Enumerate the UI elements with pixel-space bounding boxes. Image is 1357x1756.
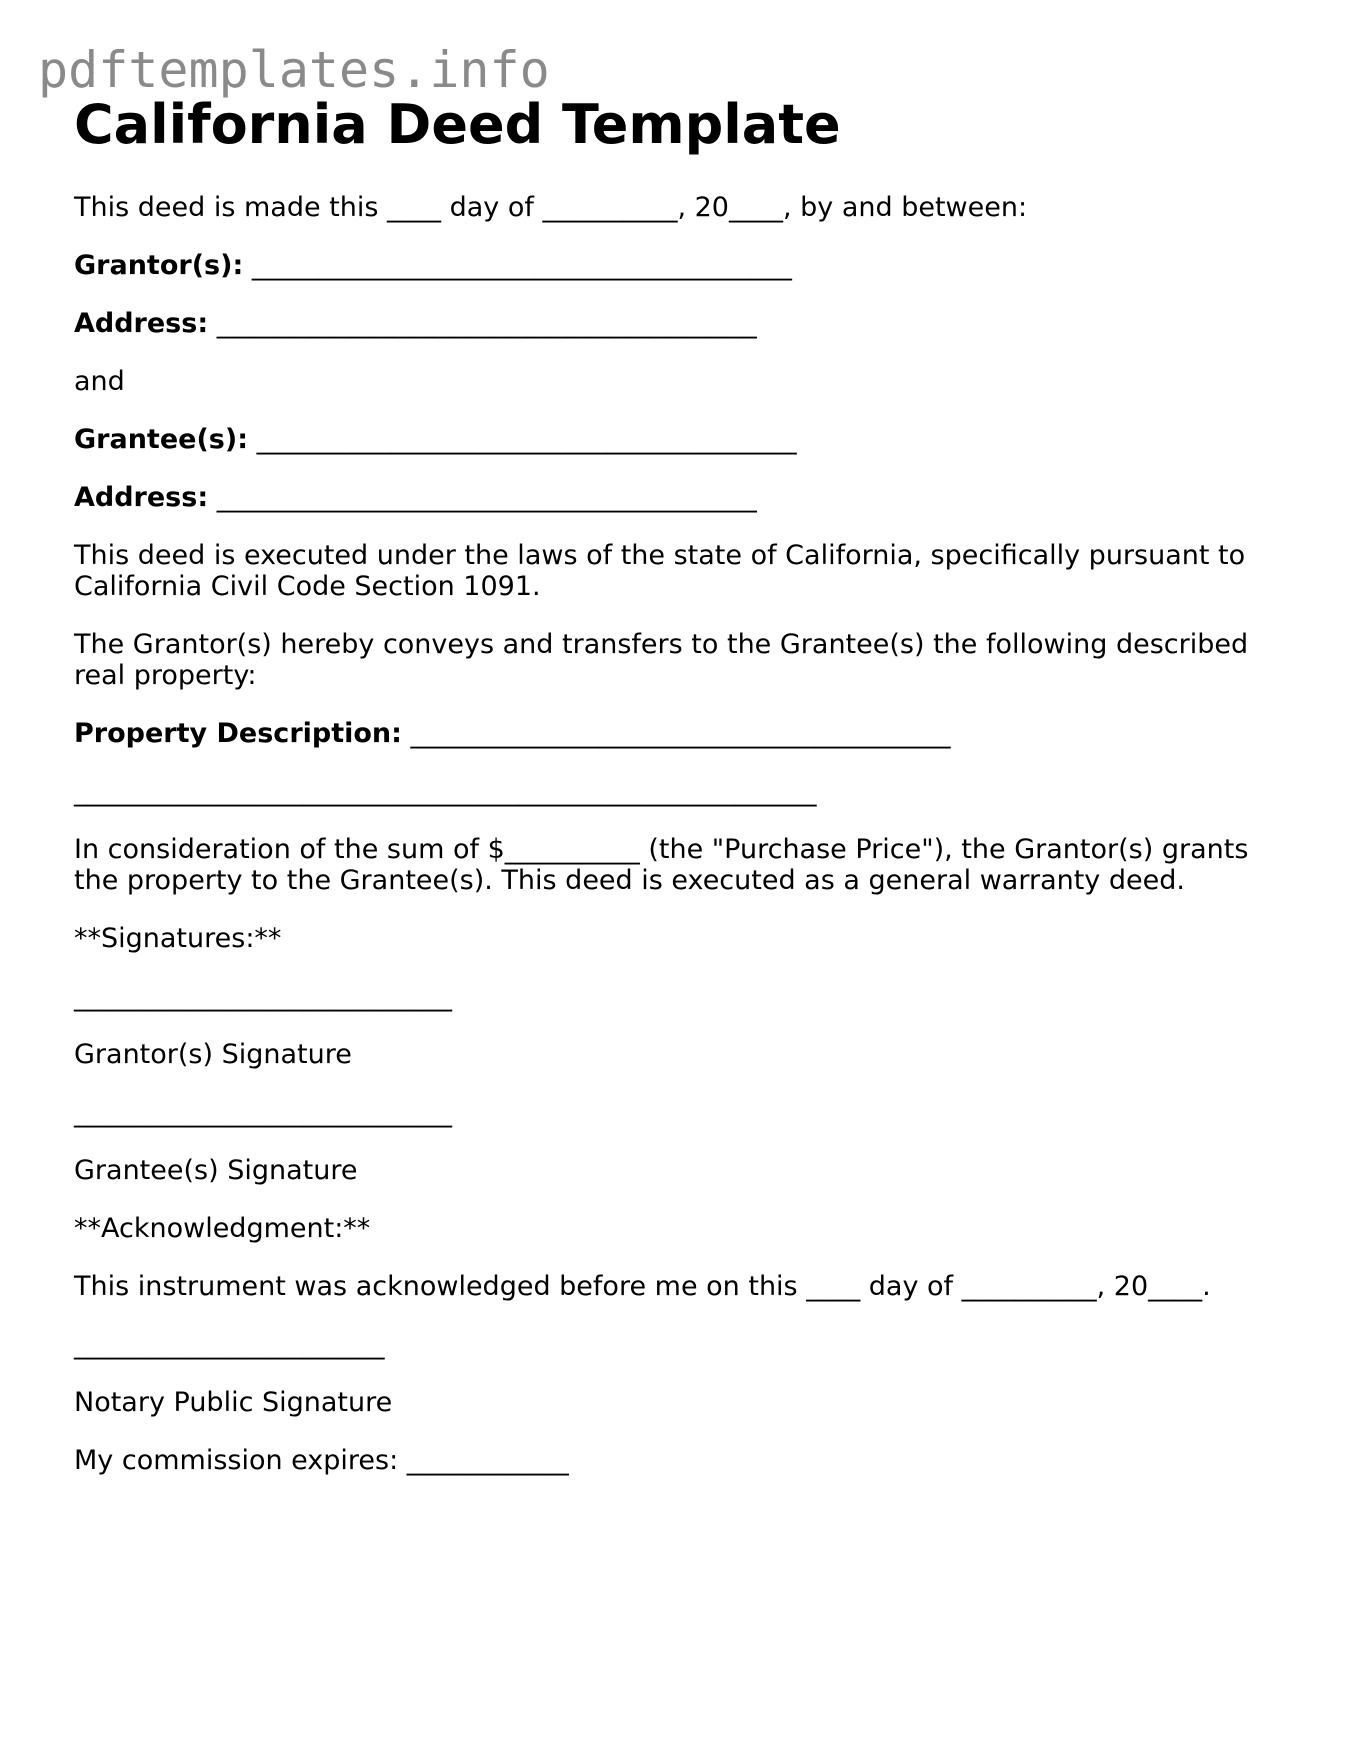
conveys-paragraph: The Grantor(s) hereby conveys and transfers to the Grantee(s) the following described real property: [74,629,1257,691]
grantor-address-label: Address: [74,308,209,339]
grantee-signature-label: Grantee(s) Signature [74,1155,358,1186]
page-title: California Deed Template [74,93,841,156]
notary-signature-line: _______________________ [74,1329,385,1360]
grantor-blank: ________________________________________ [243,250,792,281]
acknowledgment-heading: **Acknowledgment:** [74,1213,371,1244]
grantee-address-label: Address: [74,482,209,513]
consideration-paragraph: In consideration of the sum of $__________ (the "Purchase Price"), the Grantor(s) grants the property to the Grantee(s). This deed is executed as a general warranty deed. [74,834,1257,896]
grantee-field [74,424,1294,455]
property-description-extra-line: _______________________________________________________ [74,776,817,807]
notary-signature-label: Notary Public Signature [74,1387,393,1418]
laws-paragraph: This deed is executed under the laws of the state of California, specifically pursuant to California Civil Code Section 1091. [74,540,1254,602]
grantee-signature-line: ____________________________ [74,1097,452,1128]
watermark: pdftemplates.info [38,41,550,99]
document-body [74,92,1294,1503]
commission-expires: My commission expires: ____________ [74,1445,569,1476]
property-description-blank: ________________________________________ [401,718,951,749]
grantor-address-field [74,308,1294,339]
grantor-field [74,250,1294,281]
grantor-signature-line: ____________________________ [74,981,452,1012]
grantee-address-blank: ________________________________________ [208,482,757,513]
signatures-heading: **Signatures:** [74,923,282,954]
property-description-label: Property Description: [74,718,402,749]
grantee-address-field [74,482,1294,513]
grantor-address-blank: ________________________________________ [208,308,757,339]
property-description-field [74,718,1294,749]
intro-line: This deed is made this ____ day of __________, 20____, by and between: [74,192,1028,223]
and-text: and [74,366,125,397]
acknowledgment-text: This instrument was acknowledged before me on this ____ day of __________, 20____. [74,1271,1211,1302]
grantee-label: Grantee(s): [74,424,248,455]
grantor-label: Grantor(s): [74,250,244,281]
grantor-signature-label: Grantor(s) Signature [74,1039,352,1070]
grantee-blank: ________________________________________ [248,424,797,455]
